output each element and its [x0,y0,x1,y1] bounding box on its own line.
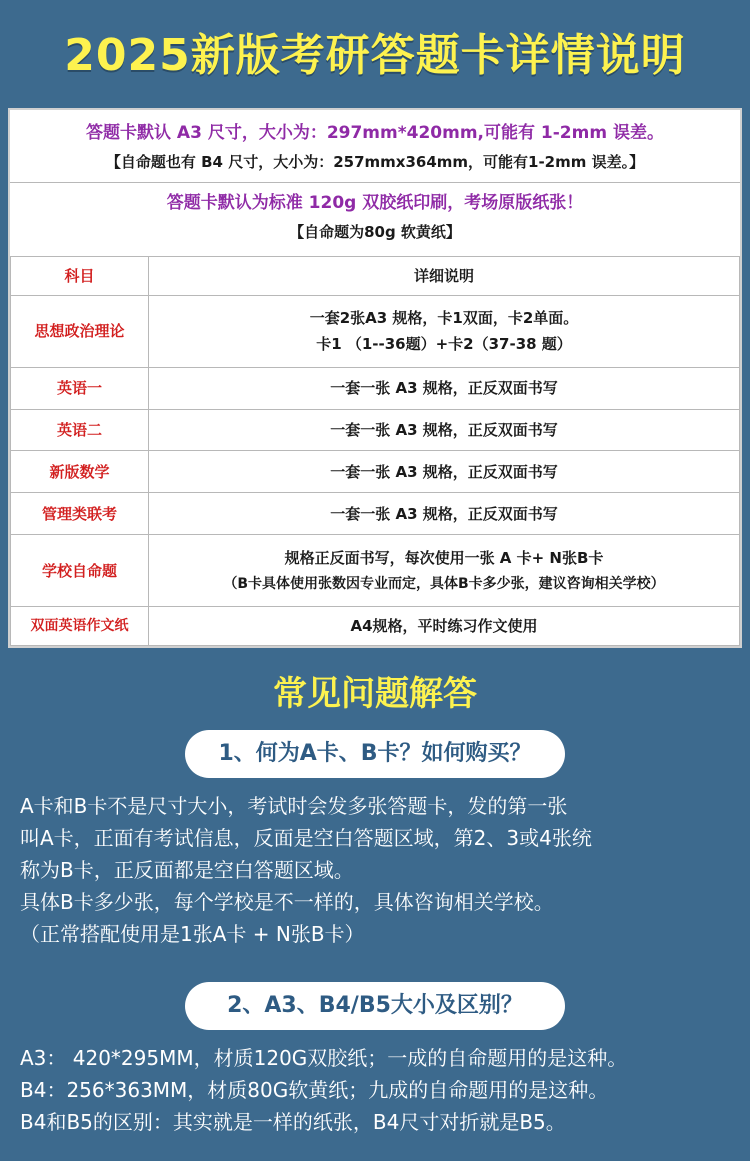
answer-line: （正常搭配使用是1张A卡 + N张B卡） [20,922,365,946]
question-1-pill: 1、何为A卡、B卡？如何购买？ [185,730,565,778]
spec-table [10,256,740,646]
table-row [11,367,740,409]
answer-line: 叫A卡，正面有考试信息，反面是空白答题区域，第2、3或4张统 [20,826,592,850]
row-subject: 管理类联考 [11,493,149,535]
table-row [11,493,740,535]
row-subject: 学校自命题 [11,535,149,607]
row-detail-line: （B卡具体使用张数因专业而定，具体B卡多少张，建议咨询相关学校） [223,575,665,592]
row-subject: 新版数学 [11,451,149,493]
row-subject: 思想政治理论 [11,295,149,367]
table-row [11,409,740,451]
question-2-pill: 2、A3、B4/B5大小及区别？ [185,982,565,1030]
answer-line: B4和B5的区别：其实就是一样的纸张，B4尺寸对折就是B5。 [20,1110,566,1134]
answer-1 [20,790,735,950]
row-detail [149,535,740,607]
table-row [11,295,740,367]
spec-size-line: 答题卡默认 A3 尺寸，大小为：297mm*420mm,可能有 1-2mm 误差。 [86,123,664,143]
table-row [11,535,740,607]
row-detail: 一套一张 A3 规格，正反双面书写 [149,451,740,493]
row-subject: 英语一 [11,367,149,409]
row-subject: 英语二 [11,409,149,451]
answer-line: 具体B卡多少张，每个学校是不一样的，具体咨询相关学校。 [20,890,554,914]
row-detail-line: 卡1 （1--36题）+卡2（37-38 题） [316,335,572,354]
faq-title: 常见问题解答 [273,674,477,714]
answer-line: A卡和B卡不是尺寸大小，考试时会发多张答题卡，发的第一张 [20,794,568,818]
table-row [11,607,740,646]
spec-panel [8,108,742,648]
answer-line: 称为B卡，正反面都是空白答题区域。 [20,858,354,882]
row-detail: 一套一张 A3 规格，正反双面书写 [149,367,740,409]
row-subject: 双面英语作文纸 [11,607,149,646]
answer-2 [20,1042,735,1138]
header-detail: 详细说明 [149,257,740,296]
page-title: 2025新版考研答题卡详情说明 [64,30,686,81]
spec-paper-note: 【自命题为80g 软黄纸】 [289,223,461,241]
divider [10,182,740,183]
row-detail: 一套一张 A3 规格，正反双面书写 [149,409,740,451]
answer-line: A3： 420*295MM，材质120G双胶纸；一成的自命题用的是这种。 [20,1046,628,1070]
row-detail-line: 规格正反面书写，每次使用一张 A 卡+ N张B卡 [284,548,604,567]
table-header-row [11,257,740,296]
spec-b4-line: 【自命题也有 B4 尺寸，大小为：257mmx364mm，可能有1-2mm 误差。】 [105,153,645,171]
spec-paper-line: 答题卡默认为标准 120g 双胶纸印刷，考场原版纸张！ [166,193,584,213]
header-subject: 科目 [11,257,149,296]
row-detail [149,295,740,367]
table-row [11,451,740,493]
row-detail: 一套一张 A3 规格，正反双面书写 [149,493,740,535]
row-detail-line: 一套2张A3 规格，卡1双面，卡2单面。 [309,309,579,328]
row-detail: A4规格，平时练习作文使用 [149,607,740,646]
answer-line: B4：256*363MM，材质80G软黄纸；九成的自命题用的是这种。 [20,1078,609,1102]
